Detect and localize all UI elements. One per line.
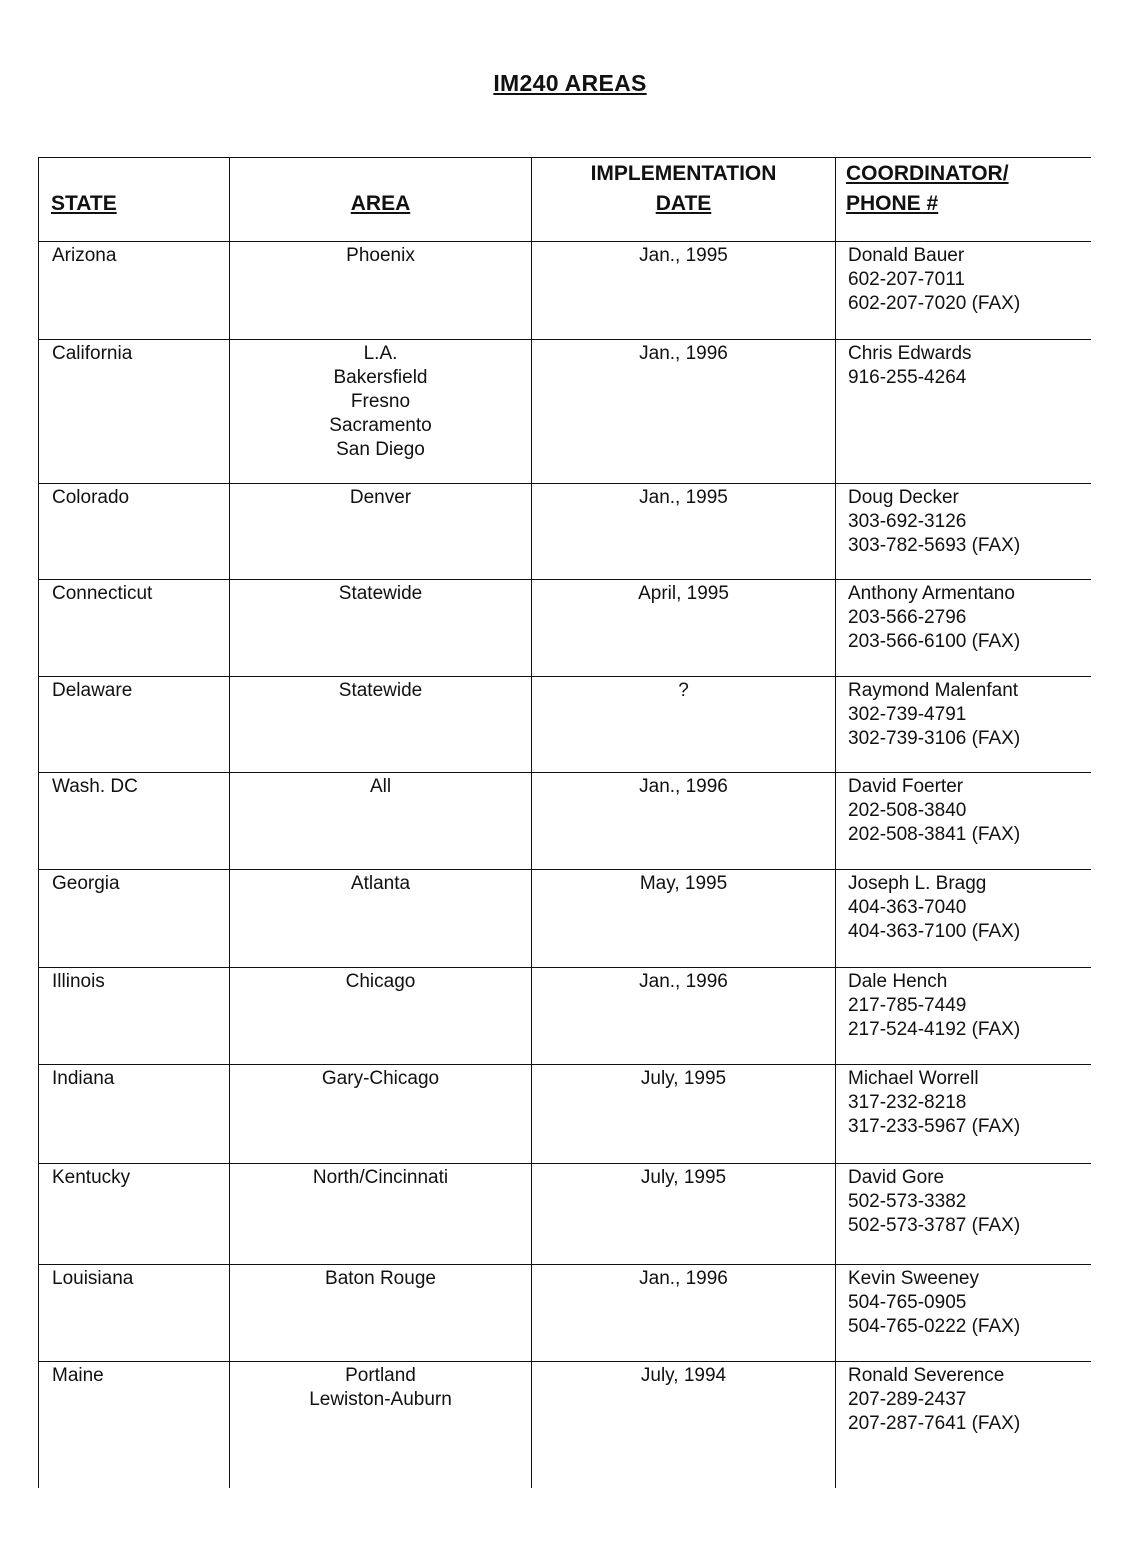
header-coord-line-2: PHONE # [846, 192, 939, 215]
state-name: California [52, 343, 133, 364]
table-row [39, 968, 1091, 1065]
area-name: Sacramento [329, 415, 432, 436]
state-name: Georgia [52, 873, 120, 894]
coordinator-cell [836, 1164, 1091, 1265]
area-name: Gary-Chicago [321, 1068, 440, 1089]
header-state-label: STATE [51, 192, 117, 215]
coordinator-name: David Gore [848, 1167, 945, 1188]
area-name: Bakersfield [333, 367, 428, 388]
area-cell [230, 1362, 532, 1488]
coordinator-cell [836, 677, 1091, 773]
table-row [39, 242, 1091, 340]
implementation-date: May, 1995 [639, 873, 728, 894]
implementation-date: Jan., 1996 [639, 1268, 728, 1289]
implementation-date-cell [532, 580, 836, 677]
coordinator-phone: 504-765-0222 (FAX) [848, 1316, 1021, 1337]
coordinator-name: Ronald Severence [848, 1365, 1005, 1386]
coordinator-phone: 302-739-4791 [848, 704, 967, 725]
coordinator-cell [836, 773, 1091, 870]
area-cell [230, 1265, 532, 1362]
implementation-date: July, 1994 [640, 1365, 727, 1386]
implementation-date-cell [532, 870, 836, 968]
area-cell [230, 870, 532, 968]
implementation-date: Jan., 1996 [639, 971, 728, 992]
implementation-date: July, 1995 [640, 1167, 727, 1188]
implementation-date-cell [532, 484, 836, 580]
state-cell [39, 1265, 230, 1362]
coordinator-phone: 303-782-5693 (FAX) [848, 535, 1021, 556]
state-cell [39, 242, 230, 340]
implementation-date-cell [532, 677, 836, 773]
area-cell [230, 580, 532, 677]
coordinator-phone: 217-785-7449 [848, 995, 967, 1016]
state-cell [39, 773, 230, 870]
area-cell [230, 968, 532, 1065]
area-name: L.A. [363, 343, 398, 364]
header-implementation-date [532, 158, 836, 242]
area-cell [230, 484, 532, 580]
coordinator-phone: 502-573-3787 (FAX) [848, 1215, 1021, 1236]
coordinator-cell [836, 340, 1091, 484]
area-cell [230, 677, 532, 773]
area-cell [230, 773, 532, 870]
area-name: San Diego [336, 439, 425, 460]
area-cell [230, 1065, 532, 1164]
coordinator-name: Joseph L. Bragg [848, 873, 987, 894]
state-cell [39, 870, 230, 968]
coordinator-phone: 202-508-3840 [848, 800, 967, 821]
coordinator-cell [836, 484, 1091, 580]
table-row [39, 340, 1091, 484]
coordinator-phone: 404-363-7100 (FAX) [848, 921, 1021, 942]
area-name: Statewide [338, 680, 423, 701]
implementation-date: July, 1995 [640, 1068, 727, 1089]
coordinator-phone: 317-233-5967 (FAX) [848, 1116, 1021, 1137]
area-name: Baton Rouge [325, 1268, 436, 1289]
header-row [39, 158, 1091, 242]
coordinator-phone: 404-363-7040 [848, 897, 967, 918]
state-cell [39, 677, 230, 773]
coordinator-phone: 602-207-7011 [848, 269, 965, 290]
coordinator-name: Raymond Malenfant [848, 680, 1019, 701]
coordinator-cell [836, 870, 1091, 968]
coordinator-phone: 502-573-3382 [848, 1191, 967, 1212]
implementation-date-cell [532, 1265, 836, 1362]
coordinator-phone: 207-289-2437 [848, 1389, 967, 1410]
coordinator-phone: 303-692-3126 [848, 511, 967, 532]
implementation-date-cell [532, 773, 836, 870]
coordinator-phone: 207-287-7641 (FAX) [848, 1413, 1021, 1434]
area-name: Lewiston-Auburn [309, 1389, 452, 1410]
area-name: Fresno [350, 391, 411, 412]
state-name: Louisiana [52, 1268, 134, 1289]
implementation-date: Jan., 1995 [639, 487, 728, 508]
coordinator-cell [836, 1362, 1091, 1488]
implementation-date: April, 1995 [638, 583, 729, 604]
coordinator-name: Dale Hench [848, 971, 948, 992]
coordinator-phone: 317-232-8218 [848, 1092, 967, 1113]
area-name: Chicago [345, 971, 416, 992]
coordinator-phone: 602-207-7020 (FAX) [848, 293, 1021, 314]
header-coordinator-phone [836, 158, 1091, 242]
implementation-date-cell [532, 1065, 836, 1164]
table-body [39, 242, 1091, 1488]
coordinator-name: David Foerter [848, 776, 964, 797]
coordinator-cell [836, 968, 1091, 1065]
table-row [39, 1265, 1091, 1362]
coordinator-name: Kevin Sweeney [848, 1268, 979, 1289]
table-row [39, 1362, 1091, 1488]
coordinator-phone: 203-566-2796 [848, 607, 967, 628]
coordinator-name: Chris Edwards [848, 343, 972, 364]
state-cell [39, 340, 230, 484]
table-row [39, 677, 1091, 773]
header-date-line-1: IMPLEMENTATION [590, 162, 777, 185]
state-name: Illinois [52, 971, 105, 992]
implementation-date-cell [532, 242, 836, 340]
state-name: Arizona [52, 245, 117, 266]
area-name: Atlanta [350, 873, 411, 894]
implementation-date: Jan., 1996 [639, 343, 728, 364]
header-area [230, 158, 532, 242]
coordinator-name: Anthony Armentano [848, 583, 1015, 604]
header-area-label: AREA [350, 192, 411, 215]
state-name: Maine [52, 1365, 104, 1386]
coordinator-phone: 302-739-3106 (FAX) [848, 728, 1021, 749]
implementation-date-cell [532, 340, 836, 484]
document-title: IM240 AREAS [493, 70, 647, 96]
table-row [39, 773, 1091, 870]
area-cell [230, 340, 532, 484]
state-name: Indiana [52, 1068, 115, 1089]
coordinator-name: Donald Bauer [848, 245, 965, 266]
coordinator-cell [836, 242, 1091, 340]
area-cell [230, 242, 532, 340]
coordinator-cell [836, 1065, 1091, 1164]
header-state [39, 158, 230, 242]
state-cell [39, 1065, 230, 1164]
state-name: Delaware [52, 680, 133, 701]
header-date-line-2: DATE [655, 192, 712, 215]
header-coord-line-1: COORDINATOR/ [846, 162, 1009, 185]
implementation-date: ? [678, 680, 689, 701]
implementation-date-cell [532, 968, 836, 1065]
implementation-date-cell [532, 1362, 836, 1488]
coordinator-cell [836, 580, 1091, 677]
implementation-date-cell [532, 1164, 836, 1265]
state-name: Wash. DC [52, 776, 138, 797]
table-row [39, 1164, 1091, 1265]
state-cell [39, 1164, 230, 1265]
state-cell [39, 580, 230, 677]
area-cell [230, 1164, 532, 1265]
state-cell [39, 968, 230, 1065]
coordinator-phone: 504-765-0905 [848, 1292, 967, 1313]
state-name: Colorado [52, 487, 130, 508]
table-row [39, 484, 1091, 580]
coordinator-phone: 202-508-3841 (FAX) [848, 824, 1021, 845]
implementation-date: Jan., 1995 [639, 245, 728, 266]
coordinator-name: Michael Worrell [848, 1068, 979, 1089]
im240-areas-table [38, 157, 1091, 1488]
state-cell [39, 1362, 230, 1488]
state-name: Connecticut [52, 583, 153, 604]
coordinator-phone: 203-566-6100 (FAX) [848, 631, 1021, 652]
coordinator-name: Doug Decker [848, 487, 959, 508]
area-name: Denver [349, 487, 412, 508]
coordinator-phone: 916-255-4264 [848, 367, 967, 388]
table-row [39, 870, 1091, 968]
area-name: All [369, 776, 392, 797]
state-name: Kentucky [52, 1167, 131, 1188]
table-row [39, 580, 1091, 677]
coordinator-cell [836, 1265, 1091, 1362]
table-row [39, 1065, 1091, 1164]
state-cell [39, 484, 230, 580]
implementation-date: Jan., 1996 [639, 776, 728, 797]
area-name: Portland [345, 1365, 416, 1386]
area-name: North/Cincinnati [312, 1167, 449, 1188]
area-name: Phoenix [346, 245, 415, 266]
area-name: Statewide [338, 583, 423, 604]
coordinator-phone: 217-524-4192 (FAX) [848, 1019, 1021, 1040]
